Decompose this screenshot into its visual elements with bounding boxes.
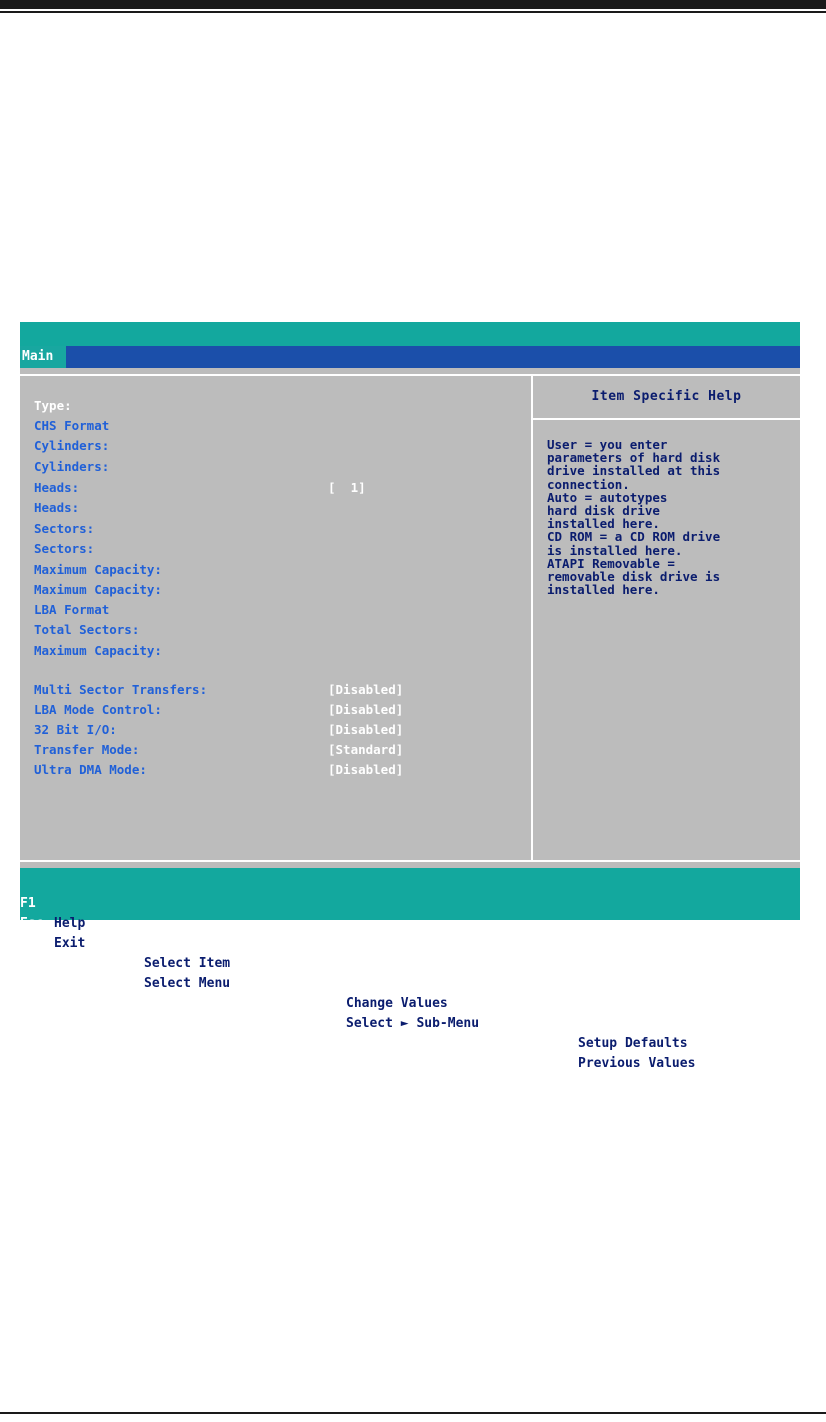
field-chs-format-label: CHS Format: [34, 418, 110, 433]
key-f9: F9: [538, 1016, 554, 1031]
key-leftright: ↔: [114, 956, 122, 971]
tab-main[interactable]: Main: [20, 346, 66, 368]
field-total-sectors-label: Total Sectors:: [34, 622, 140, 637]
key-leftright-desc: Select Menu: [144, 976, 231, 991]
bios-screen: [20, 322, 800, 1071]
footer-keys: [20, 868, 800, 1071]
option-multi-sector-value[interactable]: [Disabled]: [328, 682, 404, 697]
page-top-rule-thin: [0, 11, 826, 13]
option-transfer-mode-label[interactable]: Transfer Mode:: [34, 742, 140, 757]
field-sectors-label-2: Sectors:: [34, 541, 95, 556]
field-cylinders-label-2: Cylinders:: [34, 459, 110, 474]
option-32bit-io-value[interactable]: [Disabled]: [328, 722, 404, 737]
key-plusminus: -/+: [286, 976, 310, 991]
field-max-capacity-label-2: Maximum Capacity:: [34, 582, 162, 597]
help-panel: [533, 376, 800, 860]
key-enter: Enter: [286, 996, 326, 1011]
field-heads-value[interactable]: [ 1]: [328, 480, 366, 495]
key-f9-desc: Setup Defaults: [578, 1036, 688, 1051]
key-plusminus-desc: Change Values: [346, 996, 448, 1011]
option-ultra-dma-label[interactable]: Ultra DMA Mode:: [34, 762, 147, 777]
divider-bottom: [20, 860, 800, 862]
field-max-capacity-label: Maximum Capacity:: [34, 562, 162, 577]
key-updown-desc: Select Item: [144, 956, 231, 971]
menu-bar: [20, 346, 800, 368]
option-multi-sector-label[interactable]: Multi Sector Transfers:: [34, 682, 208, 697]
key-esc-desc: Exit: [54, 936, 86, 951]
key-f10: F10: [538, 1036, 562, 1051]
key-f1-desc: Help: [54, 916, 86, 931]
field-cylinders-label[interactable]: Cylinders:: [34, 438, 110, 453]
key-enter-desc: Select ► Sub-Menu: [346, 1016, 480, 1031]
bios-title-bar: [20, 322, 800, 346]
page-top-rule: [0, 0, 826, 9]
help-title: Item Specific Help: [533, 376, 800, 420]
page-bottom-rule: [0, 1412, 826, 1414]
option-transfer-mode-value[interactable]: [Standard]: [328, 742, 404, 757]
field-max-capacity-label-3: Maximum Capacity:: [34, 643, 162, 658]
option-32bit-io-label[interactable]: 32 Bit I/O:: [34, 722, 117, 737]
settings-panel: [20, 376, 533, 860]
option-ultra-dma-value[interactable]: [Disabled]: [328, 762, 404, 777]
key-f10-desc: Previous Values: [578, 1056, 696, 1071]
field-lba-format-label: LBA Format: [34, 602, 110, 617]
key-esc: Esc: [20, 916, 44, 931]
field-type-label: Type:: [34, 398, 72, 413]
field-heads-label-2: Heads:: [34, 500, 80, 515]
field-heads-label[interactable]: Heads:: [34, 480, 80, 495]
option-lba-mode-label[interactable]: LBA Mode Control:: [34, 702, 162, 717]
field-sectors-label[interactable]: Sectors:: [34, 521, 95, 536]
key-f1: F1: [20, 896, 36, 911]
key-updown: ↑↓: [114, 936, 130, 951]
option-lba-mode-value[interactable]: [Disabled]: [328, 702, 404, 717]
help-text: User = you enter parameters of hard disk drive installed at this connection. Auto = autotypes hard disk drive installed here. CD ROM = a CD ROM drive is installed here. ATAPI Removable = removable disk drive is installed here.: [547, 437, 721, 598]
